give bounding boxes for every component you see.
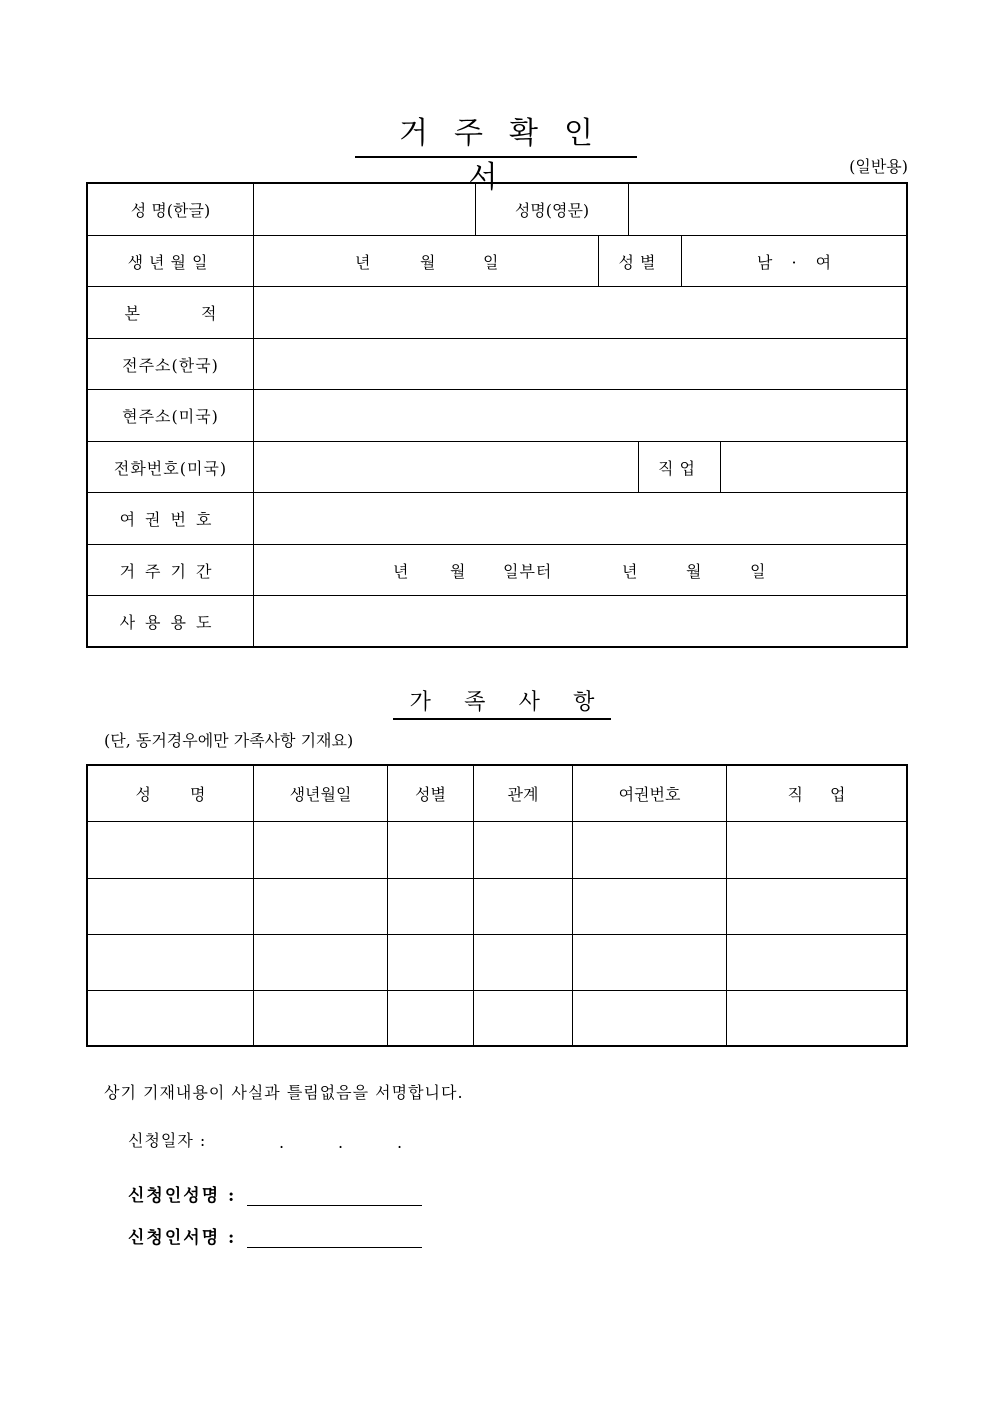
family-row-3-job-field[interactable] xyxy=(727,935,906,990)
family-header-birth: 생년월일 xyxy=(289,785,352,804)
birth-day-unit: 일 xyxy=(483,252,499,272)
family-header-name: 성 명 xyxy=(135,785,206,804)
family-row-3-gender-field[interactable] xyxy=(388,935,473,990)
family-row-4-gender-field[interactable] xyxy=(388,991,473,1045)
signature-statement: 상기 기재내용이 사실과 틀림없음을 서명합니다. xyxy=(104,1083,464,1102)
family-row-3-passport-field[interactable] xyxy=(573,935,726,990)
family-row-2-passport-field[interactable] xyxy=(573,879,726,934)
usage-field[interactable] xyxy=(254,596,906,646)
family-row-3-relation-field[interactable] xyxy=(474,935,572,990)
family-row-2-gender-field[interactable] xyxy=(388,879,473,934)
phone-label: 전화번호(미국) xyxy=(113,458,228,478)
family-header-passport: 여권번호 xyxy=(618,785,681,804)
name-english-label: 성명(영문) xyxy=(514,201,590,220)
family-row-1-birth-field[interactable] xyxy=(254,822,387,878)
period-to-month-unit: 월 xyxy=(686,561,702,581)
family-row-1-job-field[interactable] xyxy=(727,822,906,878)
applicant-name-line[interactable] xyxy=(247,1205,422,1206)
name-korean-field[interactable] xyxy=(254,184,475,235)
date-separator-3: . xyxy=(397,1133,403,1152)
family-note: (단, 동거경우에만 가족사항 기재요) xyxy=(104,731,354,750)
family-title-char: 항 xyxy=(573,690,595,715)
birth-month-unit: 월 xyxy=(420,252,436,272)
period-from-day-unit: 일부터 xyxy=(503,561,553,581)
period-field[interactable] xyxy=(254,545,906,595)
family-row-3-name-field[interactable] xyxy=(88,935,253,990)
family-row-1-relation-field[interactable] xyxy=(474,822,572,878)
family-row-4-birth-field[interactable] xyxy=(254,991,387,1045)
gender-options[interactable]: 남 · 여 xyxy=(756,252,832,272)
family-row-3-birth-field[interactable] xyxy=(254,935,387,990)
family-header-job: 직 업 xyxy=(787,785,846,804)
date-separator-2: . xyxy=(338,1133,344,1152)
purpose-label: (일반용) xyxy=(849,157,908,176)
family-title-char: 가 xyxy=(409,690,431,715)
family-header-relation: 관계 xyxy=(507,785,539,804)
birth-field[interactable] xyxy=(254,236,598,286)
family-row-4-passport-field[interactable] xyxy=(573,991,726,1045)
birth-label: 생년월일 xyxy=(127,252,214,272)
prev-address-field[interactable] xyxy=(254,339,906,389)
origin-field[interactable] xyxy=(254,287,906,338)
family-header-gender: 성별 xyxy=(415,785,446,804)
gender-label: 성별 xyxy=(618,252,662,272)
family-section-title xyxy=(393,688,611,720)
phone-field[interactable] xyxy=(254,442,638,492)
family-row-2-relation-field[interactable] xyxy=(474,879,572,934)
family-row-2-name-field[interactable] xyxy=(88,879,253,934)
name-english-field[interactable] xyxy=(629,184,906,235)
family-row-1-name-field[interactable] xyxy=(88,822,253,878)
family-row-4-job-field[interactable] xyxy=(727,991,906,1045)
passport-label: 여권번호 xyxy=(119,510,222,529)
family-title-char: 족 xyxy=(464,690,486,715)
prev-address-label: 전주소(한국) xyxy=(122,355,219,375)
applicant-name-label: 신청인성명 : xyxy=(128,1186,237,1206)
family-row-2-job-field[interactable] xyxy=(727,879,906,934)
curr-address-label: 현주소(미국) xyxy=(122,407,219,426)
period-to-day-unit: 일 xyxy=(750,561,766,581)
family-row-4-relation-field[interactable] xyxy=(474,991,572,1045)
family-row-4-name-field[interactable] xyxy=(88,991,253,1045)
applicant-sign-line[interactable] xyxy=(247,1247,422,1248)
application-date-label: 신청일자 : xyxy=(128,1131,207,1150)
period-from-month-unit: 월 xyxy=(450,561,466,581)
usage-label: 사용용도 xyxy=(119,612,222,632)
period-to-year-unit: 년 xyxy=(622,561,638,581)
job-field[interactable] xyxy=(721,442,906,492)
origin-label: 본 적 xyxy=(124,304,217,323)
family-row-1-gender-field[interactable] xyxy=(388,822,473,878)
period-from-year-unit: 년 xyxy=(393,561,409,581)
job-label: 직업 xyxy=(658,458,701,478)
document-title: 거주확인서 xyxy=(355,112,637,158)
date-separator-1: . xyxy=(279,1133,285,1152)
applicant-sign-label: 신청인서명 : xyxy=(128,1228,237,1248)
family-row-1-passport-field[interactable] xyxy=(573,822,726,878)
birth-year-unit: 년 xyxy=(355,252,371,272)
name-korean-label: 성 명(한글) xyxy=(130,201,211,220)
period-label: 거주기간 xyxy=(119,561,222,581)
passport-field[interactable] xyxy=(254,493,906,544)
curr-address-field[interactable] xyxy=(254,390,906,441)
family-title-char: 사 xyxy=(518,690,540,715)
family-row-2-birth-field[interactable] xyxy=(254,879,387,934)
